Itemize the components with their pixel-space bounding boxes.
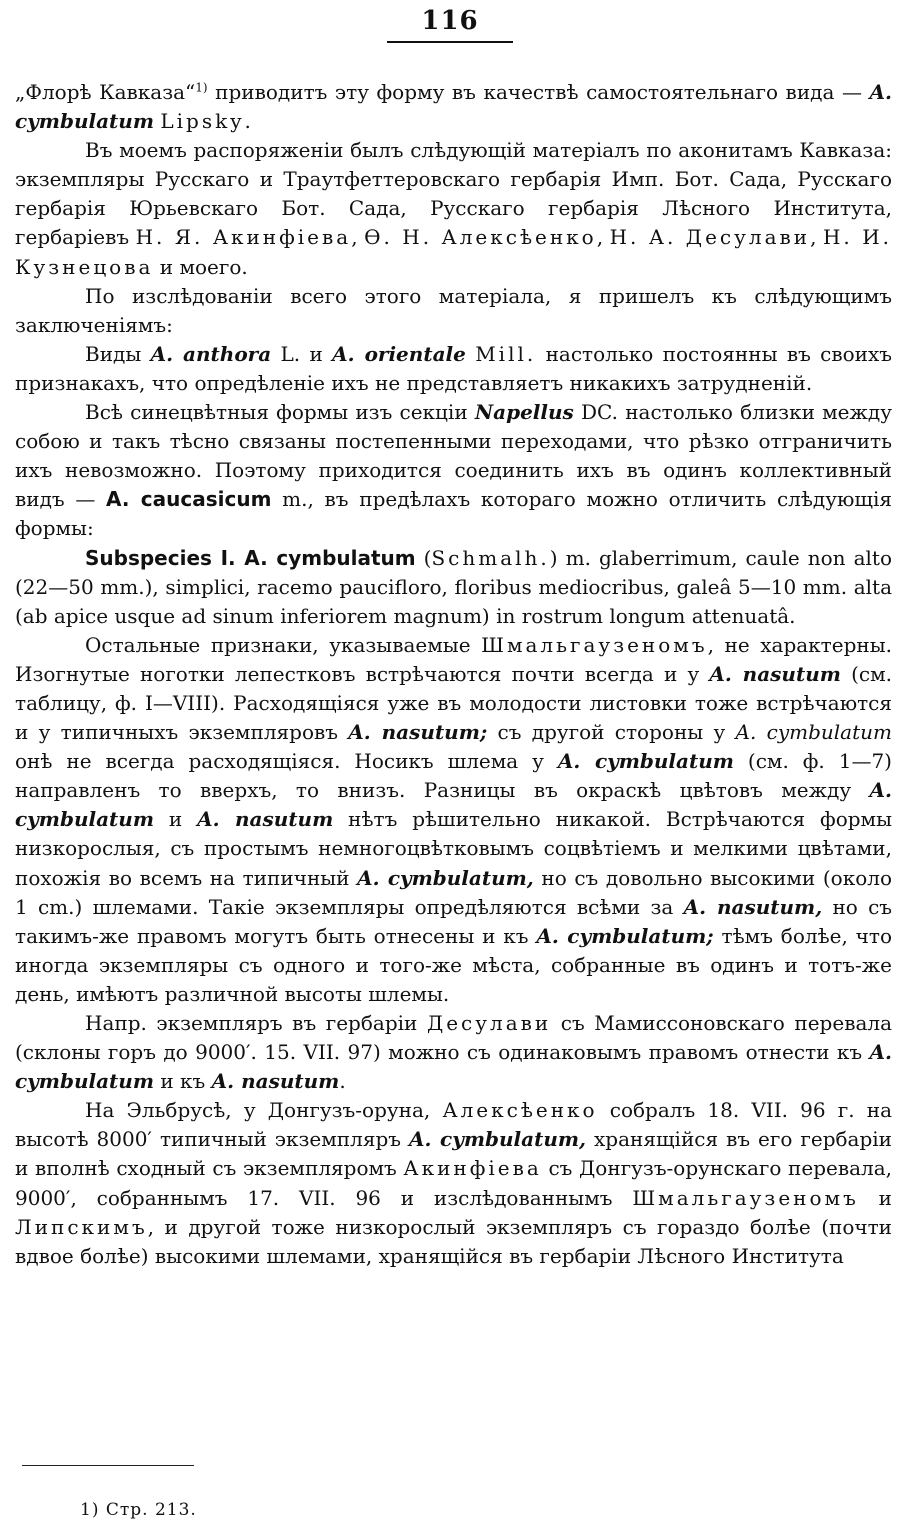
text-run: и [153,807,198,832]
text-run: собралъ 18. VII. 96 г. на высотѣ 8000′ типичный экземпляръ [15,1098,892,1152]
text-run: . [244,109,251,134]
taxon-name: A. cymbulatum [15,778,892,832]
taxon-name: A. nasutum [197,807,334,832]
text-run: (см. ф. 1—7) направленъ то вверхъ, то внизъ. Разницы въ окраскѣ цвѣтовъ между [15,749,892,803]
text-run: настолько постоянны въ своихъ признакахъ, что опредѣленіе ихъ не представляетъ никакихъ затрудненій. [15,341,892,395]
taxon-name: A. nasutum [211,1069,340,1094]
taxon-name: A. cymbulatum [557,749,734,774]
text-run: Виды [85,341,151,366]
person-name: Шмальгаузеномъ [481,632,708,657]
text-run: DC. настолько близки между собою и такъ тѣсно связаны постепенными переходами, что рѣзко отграничить ихъ невозможно. Поэтому приходится соединить ихъ въ одинъ коллективный видъ — [15,400,892,512]
person-name: Акинфіева [403,1156,542,1181]
footnote-divider [22,1465,194,1466]
text-run: L. и [271,341,333,366]
paragraph-5 [15,398,892,543]
author-name: Lipsky [160,109,245,134]
text-run: ( [415,545,432,570]
taxon-name: A. nasutum; [348,720,488,745]
subspecies-heading: Subspecies I. A. cymbulatum [85,545,416,570]
person-name: Н. А. Десулави [609,225,811,250]
text-run: , [810,225,823,250]
text-run: Всѣ синецвѣтныя формы изъ секціи [85,400,475,425]
text-run: Въ моемъ распоряженіи былъ слѣдующій матеріалъ по аконитамъ Кавказа: экземпляры Русскаго и Траутфеттеровскаго гербарія Имп. Бот. Сада, Русскаго гербарія Юрьевскаго Бот. Сада, Русскаго гербарія Лѣсного Института, гербаріевъ [15,138,892,250]
taxon-name: A. cymbulatum, [408,1127,587,1152]
text-run: съ Донгузъ-орунскаго перевала, 9000′, собраннымъ 17. VII. 96 и изслѣдованнымъ [15,1156,893,1210]
paragraph-2 [15,136,892,281]
text-run: но съ такимъ-же правомъ могутъ быть отнесены и къ [15,894,893,948]
text-run: (см. таблицу, ф. I—VIII). Расходящіяся уже въ молодости листовки тоже встрѣчаются и у типичныхъ экземпляровъ [15,661,893,745]
person-name: Алексѣенко [442,1098,598,1123]
text-run: съ другой стороны у [487,720,736,745]
text-run: „Флорѣ Кавказа“ [15,80,196,104]
text-run: На Эльбрусѣ, у Донгузъ-оруна, [85,1098,443,1123]
page-number-underline [387,41,513,43]
text-run: но съ довольно высокими (около 1 cm.) шлемами. Такіе экземпляры опредѣляются всѣми за [15,865,892,919]
text-run: Остальные признаки, указываемые [85,632,482,657]
paragraph-9 [15,1096,892,1271]
text-run: , [596,225,610,250]
taxon-name: A. anthora [150,341,272,366]
body-text [15,78,892,1271]
text-run: и [858,1185,892,1210]
paragraph-3: По изслѣдованіи всего этого матеріала, я пришелъ къ слѣдующимъ заключеніямъ: [15,283,892,337]
text-run: онѣ не всегда расходящіяся. Носикъ шлема у [15,749,558,774]
person-name: Липскимъ [15,1214,148,1239]
taxon-name: A. nasutum [709,661,841,686]
text-run: и къ [153,1069,212,1094]
taxon-name: A. cymbulatum, [357,865,534,890]
text-run: тѣмъ болѣе, что иногда экземпляры съ одного и того-же мѣста, собранные въ одинъ и тотъ-же день, имѣютъ различной высоты шлемы. [15,923,893,1006]
text-run: съ Мамиссоновскаго перевала (склоны горъ до 9000′. 15. VII. 97) можно съ одинаковымъ правомъ отнести къ [15,1011,893,1065]
paragraph-8 [15,1009,892,1096]
person-name: Н. И. Кузнецова [15,225,893,279]
text-run: хранящійся въ его гербаріи и вполнѣ сходный съ экземпляромъ [15,1127,893,1181]
taxon-name: A. cymbulatum [735,720,892,745]
taxon-name: A. cymbulatum [15,1040,892,1094]
taxon-name: A. cymbulatum [15,80,892,134]
paragraph-1 [15,78,892,136]
taxon-name: A. orientale [332,341,466,366]
taxon-name: A. nasutum, [683,894,823,919]
text-run: , и другой тоже низкорослый экземпляръ съ гораздо болѣе (почти вдвое болѣе) высокими шлемами, хранящійся въ гербаріи Лѣсного Института [15,1214,892,1268]
paragraph-7 [15,631,892,1009]
footnote: 1) Стр. 213. [80,1500,197,1520]
author-name: Mill. [475,341,537,366]
text-run: , [351,225,365,250]
paragraph-6 [15,544,892,631]
taxon-name: A. caucasicum [106,487,272,512]
author-name: Schmalh. [431,545,550,570]
text-run: , не характерны. Изогнутые ноготки лепестковъ встрѣчаются почти всегда и у [15,632,892,686]
text-run: приводитъ эту форму въ качествѣ самостоятельнаго вида — [207,80,870,104]
taxon-name: Napellus [474,400,574,425]
text-run: . [339,1069,346,1094]
text-run: m., въ предѣлахъ котораго можно отличить слѣдующія формы: [15,487,893,541]
text-run: нѣтъ рѣшительно никакой. Встрѣчаются формы низкорослыя, съ простымъ немногоцвѣтковымъ соцвѣтіемъ и мелкими цвѣтами, похожія во всемъ на типичный [15,807,893,890]
text-run [466,342,475,366]
page-number: 116 [421,6,479,36]
person-name: Шмальгаузеномъ [632,1185,859,1210]
text-run: Напр. экземпляръ въ гербаріи [85,1011,427,1035]
person-name: Десулави [426,1011,552,1035]
footnote-marker: 1) [195,80,208,95]
taxon-name: A. cymbulatum; [536,923,714,948]
person-name: Ѳ. Н. Алексѣенко [364,225,597,250]
text-run: ) m. glaberrimum, caule non alto (22—50 mm.), simplici, racemo paucifloro, floribus mediocribus, galeâ 5—10 mm. alta (ab apice usque ad sinum inferiorem magnum) in rostrum longum attenuatâ. [15,545,892,628]
person-name: Н. Я. Акинфіева [135,225,352,250]
text-run: и моего. [153,254,248,279]
paragraph-4 [15,340,892,398]
